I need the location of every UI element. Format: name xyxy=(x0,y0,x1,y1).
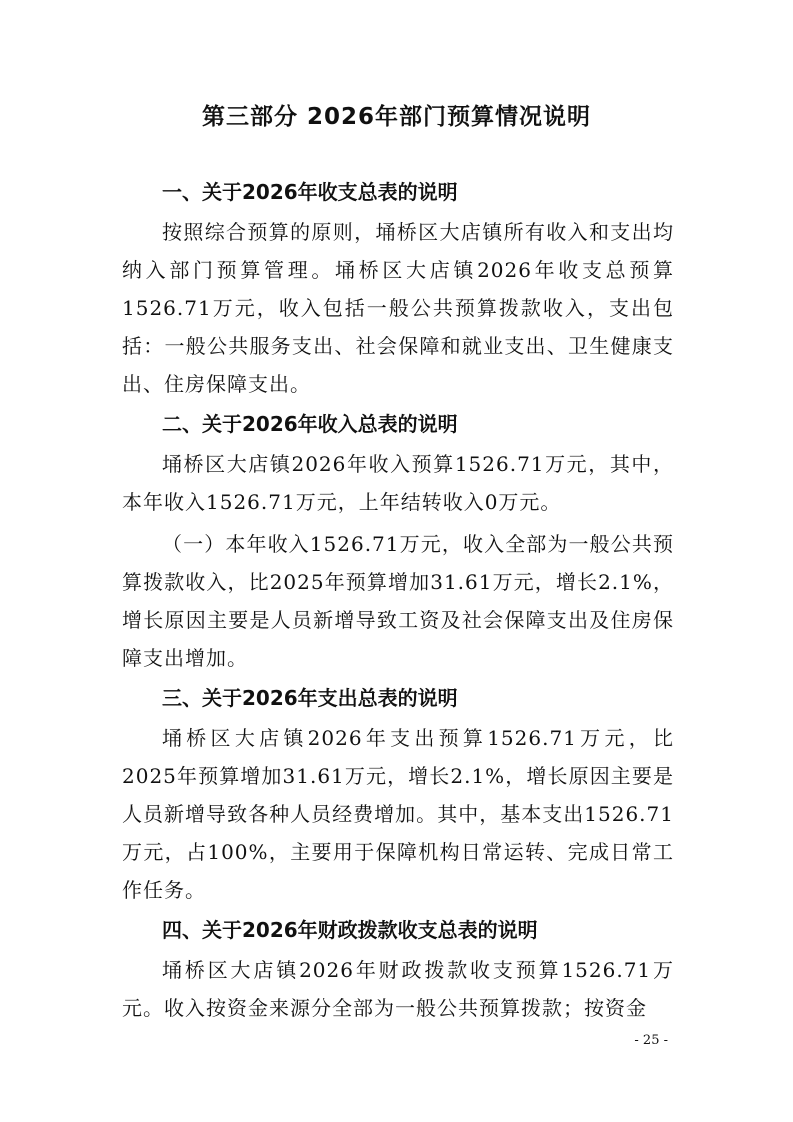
section-2 xyxy=(122,407,674,677)
paragraph: 按照综合预算的原则，埇桥区大店镇所有收入和支出均纳入部门预算管理。埇桥区大店镇2026年收支总预算1526.71万元，收入包括一般公共预算拨款收入，支出包括：一般公共服务支出、社会保障和就业支出、卫生健康支出、住房保障支出。 xyxy=(122,220,674,396)
section-heading: 四、关于2026年财政拨款收支总表的说明 xyxy=(162,918,538,942)
document-body xyxy=(122,175,674,1031)
paragraph: （一）本年收入1526.71万元，收入全部为一般公共预算拨款收入，比2025年预算增加31.61万元，增长2.1%，增长原因主要是人员新增导致工资及社会保障支出及住房保障支出增加。 xyxy=(122,532,674,670)
page-title: 第三部分 2026年部门预算情况说明 xyxy=(201,104,592,130)
paragraph: 埇桥区大店镇2026年财政拨款收支预算1526.71万元。收入按资金来源分全部为一般公共预算拨款；按资金 xyxy=(122,958,674,1020)
paragraph: 埇桥区大店镇2026年收入预算1526.71万元，其中，本年收入1526.71万元，上年结转收入0万元。 xyxy=(122,452,674,514)
section-1 xyxy=(122,175,674,403)
paragraph: 埇桥区大店镇2026年支出预算1526.71万元，比2025年预算增加31.61万元，增长2.1%，增长原因主要是人员新增导致各种人员经费增加。其中，基本支出1526.71万元，占100%，主要用于保障机构日常运转、完成日常工作任务。 xyxy=(122,726,674,902)
section-4 xyxy=(122,913,674,1027)
page-number: - 25 - xyxy=(634,1033,668,1048)
section-3 xyxy=(122,681,674,909)
section-heading: 三、关于2026年支出总表的说明 xyxy=(162,686,458,710)
section-heading: 一、关于2026年收支总表的说明 xyxy=(162,180,458,204)
section-heading: 二、关于2026年收入总表的说明 xyxy=(162,412,458,436)
